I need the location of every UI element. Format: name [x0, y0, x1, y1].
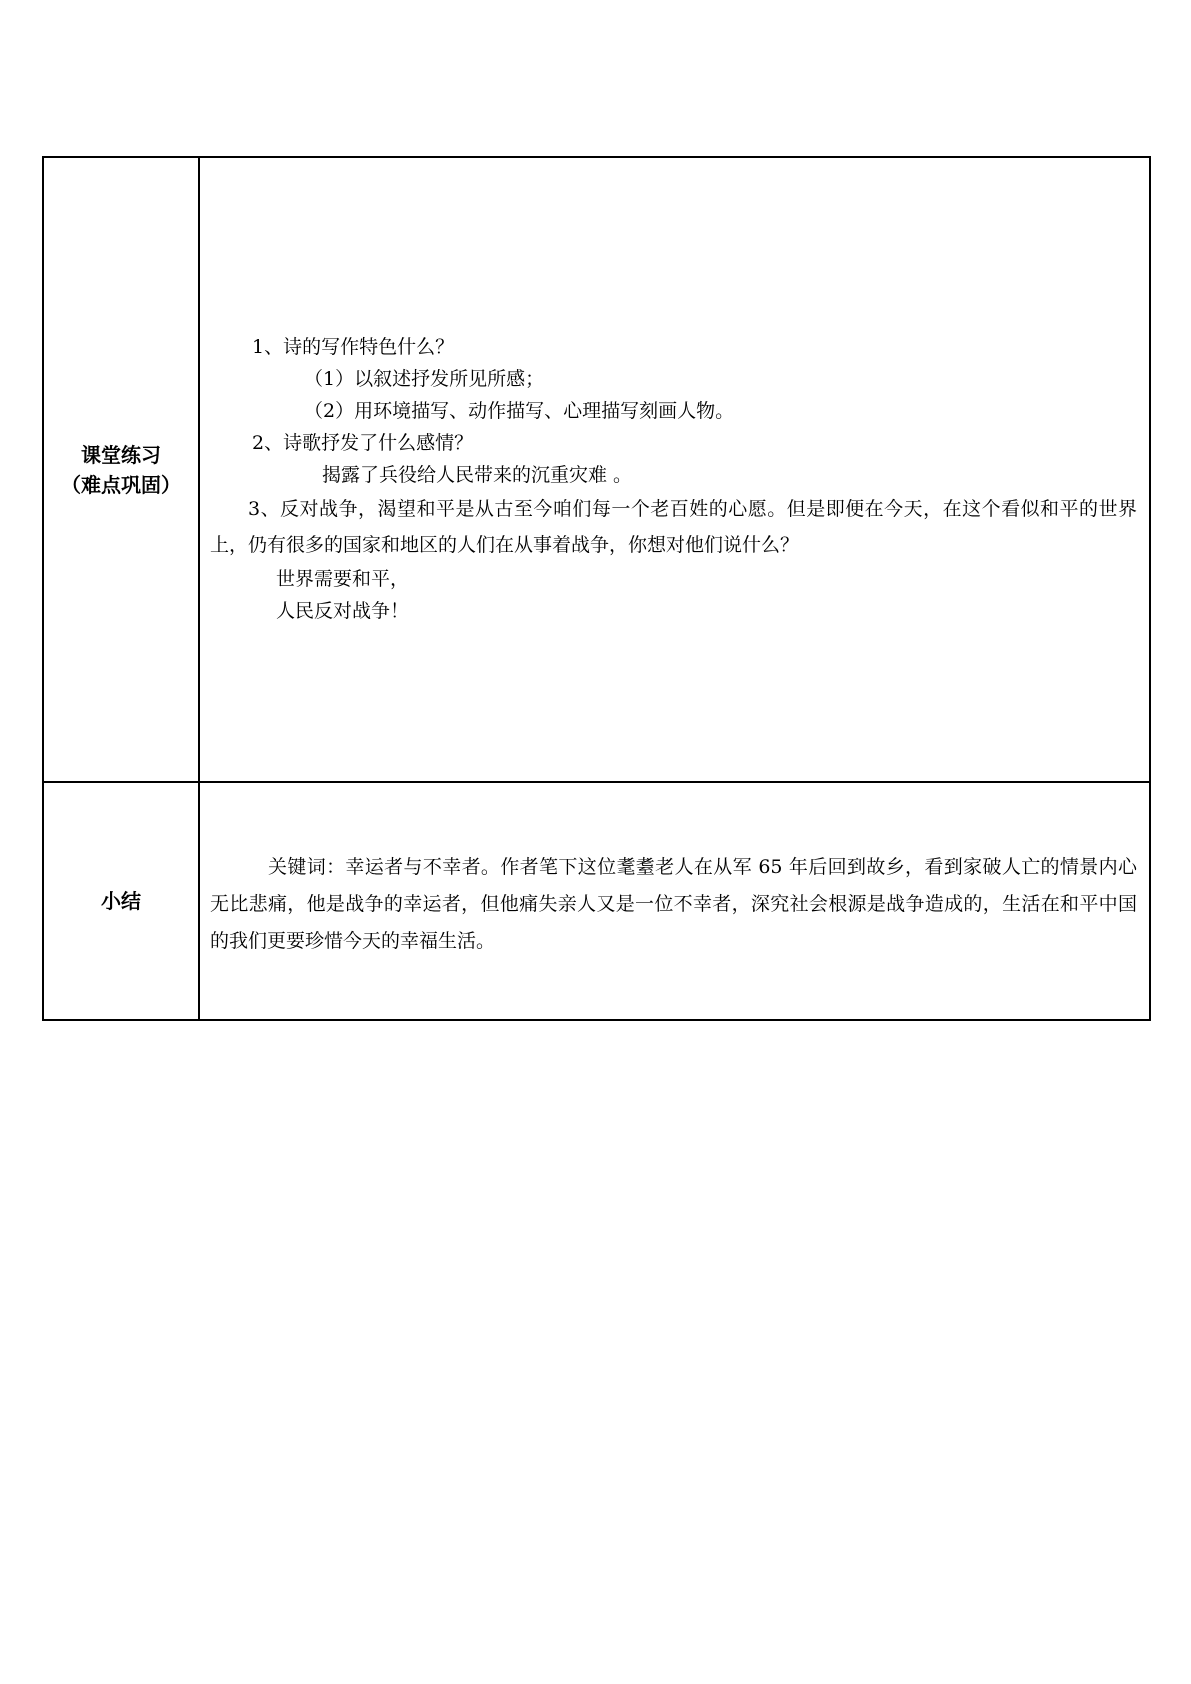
- summary-content: [210, 843, 1137, 960]
- practice-label-cell: [43, 157, 199, 782]
- question-1-answer-1: （1）以叙述抒发所见所感；: [304, 367, 545, 390]
- lesson-table: [42, 156, 1151, 1021]
- table-row-summary: [43, 782, 1150, 1020]
- table-row-practice: [43, 157, 1150, 782]
- question-3-answer-1: 世界需要和平，: [276, 567, 410, 590]
- question-3: 3、反对战争，渴望和平是从古至今咱们每一个老百姓的心愿。但是即便在今天，在这个看似和平的世界上，仍有很多的国家和地区的人们在从事着战争，你想对他们说什么？: [210, 497, 1137, 556]
- question-2-answer: 揭露了兵役给人民带来的沉重灾难 。: [322, 463, 633, 486]
- question-1-answer-2: （2）用环境描写、动作描写、心理描写刻画人物。: [304, 399, 735, 422]
- question-3-answer-2: 人民反对战争！: [276, 599, 410, 622]
- question-1: 1、诗的写作特色什么？: [252, 335, 455, 358]
- summary-label: 小结: [101, 889, 141, 913]
- summary-label-cell: [43, 782, 199, 1020]
- practice-content: [210, 313, 1137, 627]
- practice-label-title: 课堂练习: [81, 442, 161, 467]
- question-2: 2、诗歌抒发了什么感情？: [252, 431, 474, 454]
- practice-label-subtitle: （难点巩固）: [61, 472, 181, 497]
- summary-text: 关键词：幸运者与不幸者。作者笔下这位耄耋老人在从军 65 年后回到故乡，看到家破人亡的情景内心无比悲痛，他是战争的幸运者，但他痛失亲人又是一位不幸者，深究社会根源是战争造成的，生活在和平中国的我们更要珍惜今天的幸福生活。: [210, 855, 1137, 952]
- practice-content-cell: [199, 157, 1150, 782]
- summary-content-cell: [199, 782, 1150, 1020]
